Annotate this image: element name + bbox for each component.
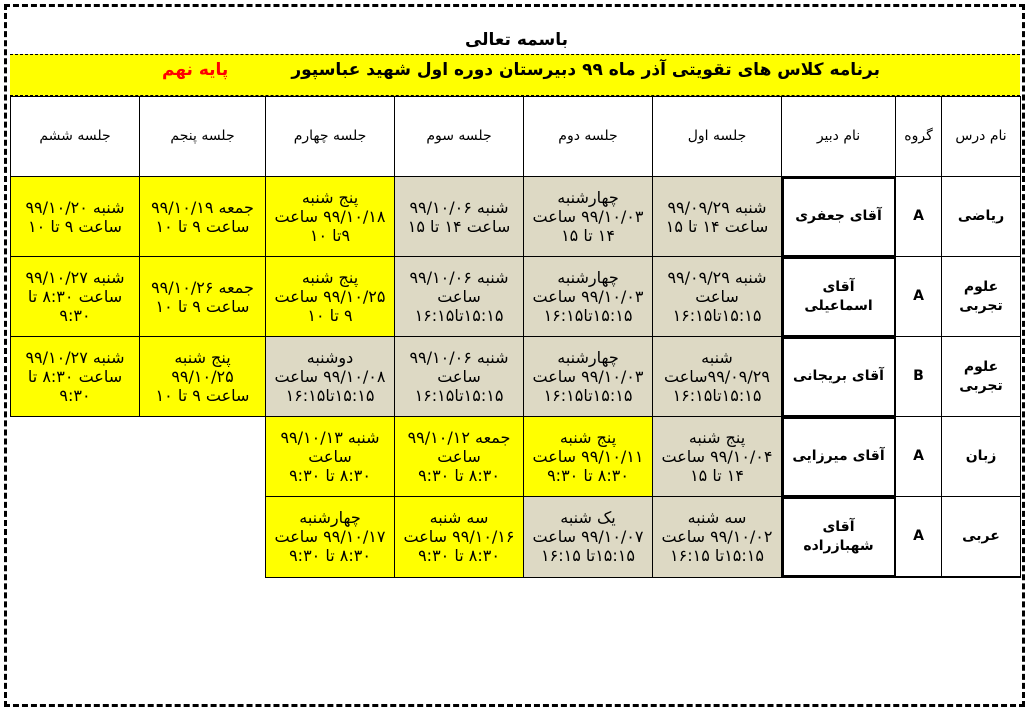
column-header: جلسه ششم xyxy=(11,97,140,177)
session-cell: شنبه ۹۹/۱۰/۲۷ ساعت ۸:۳۰ تا ۹:۳۰ xyxy=(11,337,140,417)
session-cell: پنج شنبه ۹۹/۱۰/۱۸ ساعت ۹تا ۱۰ xyxy=(266,177,395,257)
session-cell: دوشنبه ۹۹/۱۰/۰۸ ساعت ۱۵:۱۵تا۱۶:۱۵ xyxy=(266,337,395,417)
session-cell: شنبه ۹۹/۰۹/۲۹ساعت ۱۵:۱۵تا۱۶:۱۵ xyxy=(653,337,782,417)
session-cell: پنج شنبه ۹۹/۱۰/۲۵ ساعت ۹ تا ۱۰ xyxy=(140,337,266,417)
grade-label: پایه نهم xyxy=(162,60,229,80)
teacher-cell: آقای بریجانی xyxy=(782,337,896,417)
session-cell: جمعه ۹۹/۱۰/۱۹ ساعت ۹ تا ۱۰ xyxy=(140,177,266,257)
session-cell: شنبه ۹۹/۱۰/۱۳ ساعت ۸:۳۰ تا ۹:۳۰ xyxy=(266,417,395,497)
schedule-title: برنامه کلاس های تقویتی آذر ماه ۹۹ دبیرستان دوره اول شهید عباسپور xyxy=(291,60,880,80)
empty-cell xyxy=(11,497,140,578)
session-cell: جمعه ۹۹/۱۰/۱۲ ساعت ۸:۳۰ تا ۹:۳۰ xyxy=(395,417,524,497)
column-header: نام درس xyxy=(942,97,1021,177)
session-cell: پنج شنبه ۹۹/۱۰/۲۵ ساعت ۹ تا ۱۰ xyxy=(266,257,395,337)
session-cell: سه شنبه ۹۹/۱۰/۱۶ ساعت ۸:۳۰ تا ۹:۳۰ xyxy=(395,497,524,578)
group-cell: A xyxy=(896,257,942,337)
session-cell: یک شنبه ۹۹/۱۰/۰۷ ساعت ۱۵:۱۵تا ۱۶:۱۵ xyxy=(524,497,653,578)
subject-cell: علوم تجربی xyxy=(942,337,1021,417)
session-cell: چهارشنبه ۹۹/۱۰/۱۷ ساعت ۸:۳۰ تا ۹:۳۰ xyxy=(266,497,395,578)
empty-cell xyxy=(140,497,266,578)
session-cell: شنبه ۹۹/۰۹/۲۹ ساعت ۱۴ تا ۱۵ xyxy=(653,177,782,257)
table-row xyxy=(11,497,1021,578)
empty-cell xyxy=(11,417,140,497)
column-header: جلسه سوم xyxy=(395,97,524,177)
table-row xyxy=(11,257,1021,337)
group-cell: A xyxy=(896,417,942,497)
empty-cell xyxy=(140,417,266,497)
teacher-cell: آقای شهبازراده xyxy=(782,497,896,578)
session-cell: شنبه ۹۹/۰۹/۲۹ ساعت ۱۵:۱۵تا۱۶:۱۵ xyxy=(653,257,782,337)
group-cell: A xyxy=(896,177,942,257)
teacher-cell: آقای میرزایی xyxy=(782,417,896,497)
subject-cell: عربی xyxy=(942,497,1021,578)
session-cell: شنبه ۹۹/۱۰/۰۶ ساعت ۱۵:۱۵تا۱۶:۱۵ xyxy=(395,337,524,417)
subject-cell: علوم تجربی xyxy=(942,257,1021,337)
subject-cell: زبان xyxy=(942,417,1021,497)
table-row xyxy=(11,337,1021,417)
title-banner xyxy=(10,54,1020,96)
session-cell: شنبه ۹۹/۱۰/۰۶ ساعت ۱۴ تا ۱۵ xyxy=(395,177,524,257)
group-cell: B xyxy=(896,337,942,417)
session-cell: جمعه ۹۹/۱۰/۲۶ ساعت ۹ تا ۱۰ xyxy=(140,257,266,337)
session-cell: شنبه ۹۹/۱۰/۲۷ ساعت ۸:۳۰ تا ۹:۳۰ xyxy=(11,257,140,337)
column-header: جلسه پنجم xyxy=(140,97,266,177)
session-cell: پنج شنبه ۹۹/۱۰/۱۱ ساعت ۸:۳۰ تا ۹:۳۰ xyxy=(524,417,653,497)
column-header: جلسه اول xyxy=(653,97,782,177)
table-row xyxy=(11,177,1021,257)
session-cell: چهارشنبه ۹۹/۱۰/۰۳ ساعت ۱۴ تا ۱۵ xyxy=(524,177,653,257)
schedule-table xyxy=(10,96,1021,578)
teacher-cell: آقای اسماعیلی xyxy=(782,257,896,337)
header-row xyxy=(11,97,1021,177)
session-cell: شنبه ۹۹/۱۰/۲۰ ساعت ۹ تا ۱۰ xyxy=(11,177,140,257)
session-cell: سه شنبه ۹۹/۱۰/۰۲ ساعت ۱۵:۱۵تا ۱۶:۱۵ xyxy=(653,497,782,578)
column-header: جلسه چهارم xyxy=(266,97,395,177)
column-header: نام دبیر xyxy=(782,97,896,177)
column-header: جلسه دوم xyxy=(524,97,653,177)
column-header: گروه xyxy=(896,97,942,177)
session-cell: شنبه ۹۹/۱۰/۰۶ ساعت ۱۵:۱۵تا۱۶:۱۵ xyxy=(395,257,524,337)
teacher-cell: آقای جعفری xyxy=(782,177,896,257)
session-cell: چهارشنبه ۹۹/۱۰/۰۳ ساعت ۱۵:۱۵تا۱۶:۱۵ xyxy=(524,337,653,417)
subject-cell: ریاضی xyxy=(942,177,1021,257)
table-row xyxy=(11,417,1021,497)
session-cell: پنج شنبه ۹۹/۱۰/۰۴ ساعت ۱۴ تا ۱۵ xyxy=(653,417,782,497)
bismillah-heading: باسمه تعالی xyxy=(464,30,569,50)
group-cell: A xyxy=(896,497,942,578)
session-cell: چهارشنبه ۹۹/۱۰/۰۳ ساعت ۱۵:۱۵تا۱۶:۱۵ xyxy=(524,257,653,337)
